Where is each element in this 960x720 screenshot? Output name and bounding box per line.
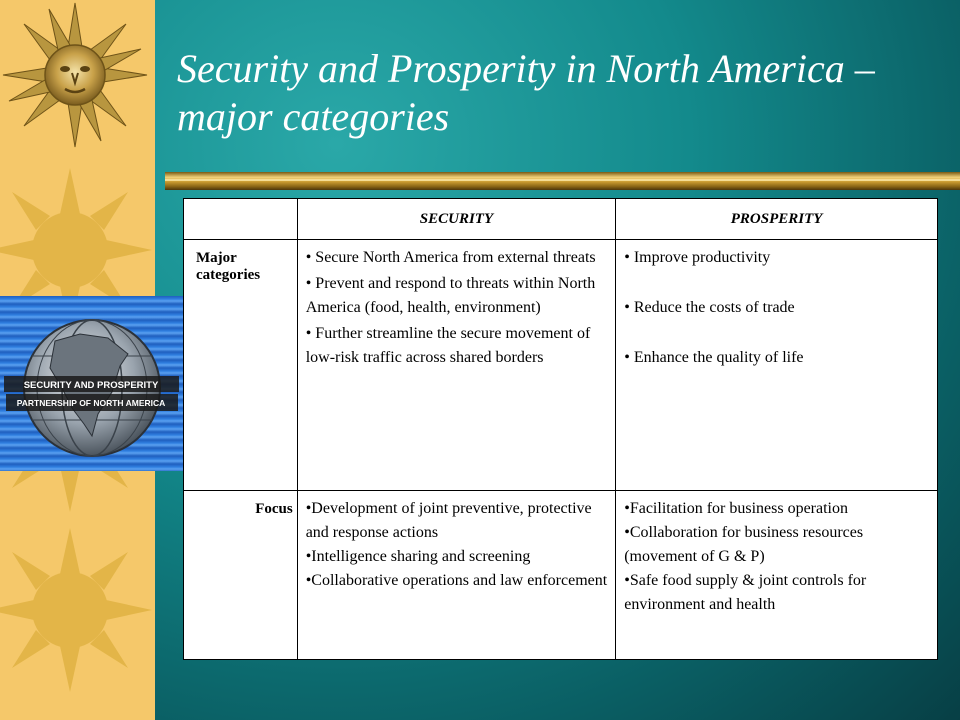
globe-logo-icon — [0, 296, 183, 471]
list-item: •Safe food supply & joint controls for environment and health — [624, 572, 867, 613]
prosperity-focus-cell — [616, 491, 938, 660]
row-label-major-categories: Major categories — [184, 240, 298, 491]
logo-line-1: SECURITY AND PROSPERITY — [23, 380, 159, 391]
list-item: •Intelligence sharing and screening — [305, 548, 531, 565]
list-item: •Collaboration for business resources (movement of G & P) — [624, 524, 864, 565]
list-item: • Further streamline the secure movement of low-risk traffic across shared borders — [305, 325, 591, 366]
list-item: • Prevent and respond to threats within North America (food, health, environment) — [305, 275, 596, 316]
list-item: •Development of joint preventive, protective and response actions — [305, 500, 592, 541]
categories-table — [183, 198, 938, 660]
row-label-focus: Focus — [184, 491, 298, 660]
header-empty — [184, 199, 298, 240]
slide-title: Security and Prosperity in North America –major categories — [177, 46, 875, 139]
sun-face-icon — [3, 3, 147, 147]
security-major-cell — [297, 240, 616, 491]
header-security: SECURITY — [297, 199, 616, 240]
table-row — [184, 491, 938, 660]
header-prosperity: PROSPERITY — [616, 199, 938, 240]
list-item: •Collaborative operations and law enforcement — [305, 572, 608, 589]
list-item: • Secure North America from external threats — [305, 249, 596, 266]
spp-logo — [0, 296, 183, 471]
list-item: •Facilitation for business operation — [624, 500, 848, 517]
gold-divider-rule — [165, 170, 960, 192]
table-row — [184, 240, 938, 491]
list-item: • Improve productivity — [624, 249, 771, 266]
list-item: • Reduce the costs of trade — [624, 299, 795, 316]
logo-line-2: PARTNERSHIP OF NORTH AMERICA — [16, 398, 166, 408]
security-focus-cell — [297, 491, 616, 660]
table-header-row — [184, 199, 938, 240]
list-item: • Enhance the quality of life — [624, 349, 804, 366]
prosperity-major-cell — [616, 240, 938, 491]
